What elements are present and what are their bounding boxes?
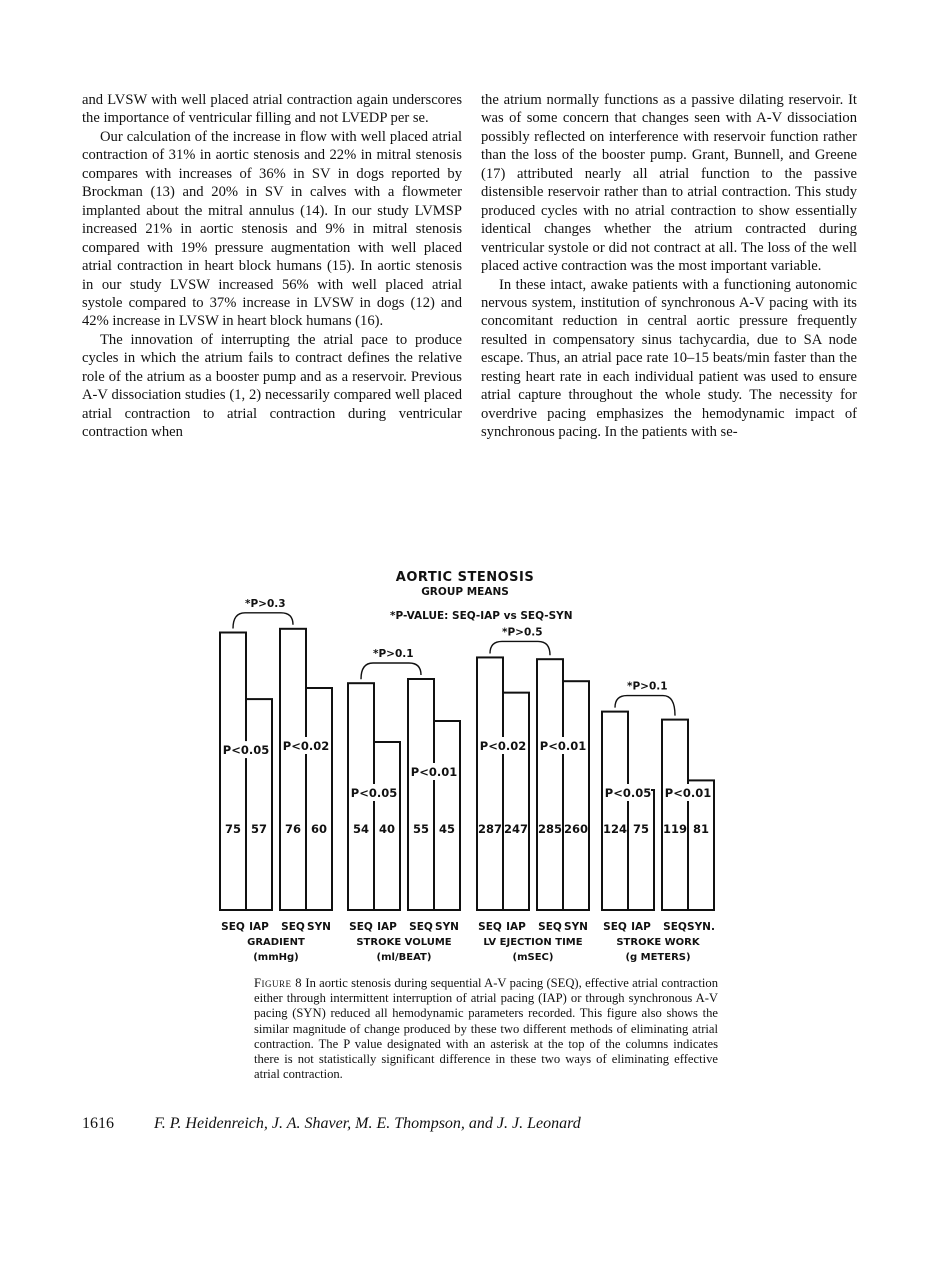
category-label: SEQ [281, 921, 305, 933]
bar-value-label: 75 [224, 822, 242, 836]
bar-seq [662, 720, 688, 910]
category-label: SYN. [687, 921, 715, 933]
comparison-p-value: *P>0.3 [245, 597, 286, 610]
group-unit: (g METERS) [625, 952, 691, 963]
group-unit: (mmHg) [253, 952, 299, 963]
category-label: IAP [631, 921, 651, 933]
paragraph: Our calculation of the increase in flow with well placed atrial contraction of 31% in aortic stenosis and 22% in mitral stenosis compares with increases of 36% in SV in dogs reported by Brockman (13) and 20% in SV in calves with a flowmeter implanted about the mitral annulus (14). In our study LVMSP increased 21% in aortic stenosis and 9% in mitral stenosis compared with 19% pressure augmentation with well placed atrial contraction in heart block humans (15). In aortic stenosis in our study LVSW increased 56% with well placed atrial systole compared to 37% increase in LVSW in dogs (12) and 42% increase in LVSW in heart block humans (16). [82, 128, 462, 330]
bar-value-label: 260 [563, 822, 589, 836]
bar-value-label: 124 [602, 822, 628, 836]
chart-subtitle: GROUP MEANS [421, 586, 509, 598]
pair-p-value: P<0.02 [479, 739, 527, 753]
bar-value-label: 55 [412, 822, 430, 836]
category-label: SEQ [409, 921, 433, 933]
bar-value-label: 40 [378, 822, 396, 836]
bar-seq [602, 712, 628, 910]
bar-value-label: 75 [632, 822, 650, 836]
category-label: SYN [564, 921, 588, 933]
bar-value-label: 76 [284, 822, 302, 836]
pair-p-value: P<0.05 [350, 786, 398, 800]
comparison-bracket [361, 663, 421, 679]
bar-seq [477, 657, 503, 910]
bar-syn [434, 721, 460, 910]
pair-p-value: P<0.01 [664, 786, 712, 800]
group-unit: (ml/BEAT) [376, 952, 432, 963]
chart-title: AORTIC STENOSIS [395, 570, 535, 585]
bar-value-label: 285 [537, 822, 563, 836]
figure-label: Figure 8 [254, 976, 303, 990]
bar-seq [537, 659, 563, 910]
bar-seq [220, 633, 246, 911]
pair-p-value: P<0.05 [222, 743, 270, 758]
group-label: GRADIENT [247, 937, 305, 948]
pair-p-value: P<0.02 [282, 739, 330, 753]
bar-iap [503, 693, 529, 910]
bar-value-label: 119 [662, 822, 688, 836]
category-label: SYN [307, 921, 331, 933]
chart-marks [220, 598, 715, 963]
left-text-column [82, 91, 462, 442]
bar-value-label: 57 [250, 822, 268, 836]
paragraph: In these intact, awake patients with a functioning autonomic nervous system, institution of synchronous A-V pacing with its concomitant reduction in central aortic pressure frequently resulted in compensatory sinus tachycardia, due to SA node escape. Thus, an atrial pace rate 10–15 beats/min faster than the resting heart rate in each individual patient was used to ensure atrial capture throughout the whole study. The necessity for overdrive pacing emphasizes the hemodynamic impact of synchronous pacing. In the patients with se- [481, 276, 857, 441]
pair-p-value: P<0.01 [539, 739, 587, 753]
authors-line: F. P. Heidenreich, J. A. Shaver, M. E. Thompson, and J. J. Leonard [154, 1115, 581, 1132]
bar-value-label: 54 [352, 822, 370, 836]
group-label: LV EJECTION TIME [483, 937, 583, 948]
bar-chart [200, 535, 740, 965]
page-number: 1616 [82, 1115, 114, 1132]
paragraph: The innovation of interrupting the atrial pace to produce cycles in which the atrium fails to contract defines the relative role of the atrium as a booster pump and as a reservoir. Previous A-V dissociation studies (1, 2) necessarily compared well placed atrial contraction to atrial contraction during ventricular contraction when [82, 331, 462, 441]
figure-aortic-stenosis [200, 535, 740, 965]
bar-value-label: 45 [438, 822, 456, 836]
comparison-bracket [490, 641, 550, 655]
category-label: SEQ [663, 921, 687, 933]
bar-syn [306, 688, 332, 910]
bar-iap [246, 699, 272, 910]
paragraph: and LVSW with well placed atrial contraction again underscores the importance of ventricular filling and not LVEDP per se. [82, 92, 462, 127]
bar-iap [628, 790, 654, 910]
category-label: IAP [377, 921, 397, 933]
category-label: SEQ [221, 921, 245, 933]
comparison-p-value: *P>0.1 [627, 680, 668, 693]
caption-text: In aortic stenosis during sequential A-V pacing (SEQ), effective atrial contraction either through intermittent interruption of atrial pacing (IAP) or through synchronous A-V pacing (SYN) reduced all hemodynamic parameters recorded. This figure also shows the similar magnitude of change produced by these two different methods of eliminating atrial contraction. The P value designated with an asterisk at the top of the columns indicates there is not statistically significant difference in these two ways of eliminating effective atrial contraction. [254, 976, 718, 1082]
bar-value-label: 287 [477, 822, 503, 836]
bar-syn [563, 681, 589, 910]
category-label: SEQ [538, 921, 562, 933]
pvalue-note-text: P-VALUE: SEQ-IAP vs SEQ-SYN [395, 610, 573, 622]
category-label: SYN [435, 921, 459, 933]
bar-seq [408, 679, 434, 910]
bar-value-label: 60 [310, 822, 328, 836]
bar-value-label: 81 [692, 822, 710, 836]
figure-caption [254, 976, 718, 1082]
group-label: STROKE WORK [616, 937, 700, 948]
pair-p-value: P<0.05 [604, 786, 652, 800]
group-label: STROKE VOLUME [356, 937, 452, 948]
page-footer [82, 1115, 782, 1133]
group-unit: (mSEC) [512, 952, 554, 963]
paragraph: the atrium normally functions as a passive dilating reservoir. It was of some concern that changes seen with A-V dissociation possibly reflected on interference with reservoir function rather than the loss of the booster pump. Grant, Bunnell, and Greene (17) attributed nearly all atrial function to the passive distensible reservoir rather than to atrial contraction. This study produced cycles with no atrial contraction to show essentially identical changes whether the atrium contracted during ventricular systole or did not contract at all. The loss of the well placed active contraction was the most important variable. [481, 92, 857, 275]
pair-p-value: P<0.01 [410, 765, 458, 779]
category-label: SEQ [603, 921, 627, 933]
bar-seq [280, 629, 306, 910]
comparison-p-value: *P>0.5 [502, 626, 543, 639]
comparison-p-value: *P>0.1 [373, 648, 414, 660]
category-label: IAP [506, 921, 526, 933]
category-label: IAP [249, 921, 269, 933]
category-label: SEQ [349, 921, 373, 933]
category-label: SEQ [478, 921, 502, 933]
comparison-bracket [233, 613, 293, 629]
bar-value-label: 247 [503, 822, 529, 836]
chart-pvalue-note [390, 610, 573, 622]
right-text-column [481, 91, 857, 442]
asterisk: * [390, 610, 396, 622]
